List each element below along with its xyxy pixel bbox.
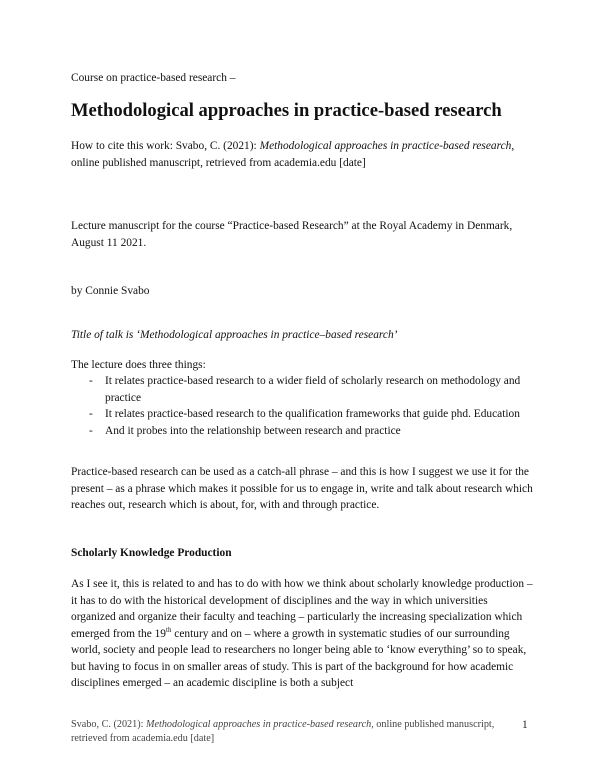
section-paragraph xyxy=(71,576,533,692)
footer-suffix: online published manuscript, retrieved from academia.edu [date] xyxy=(71,719,495,744)
list-item xyxy=(71,423,533,440)
footer-prefix: Svabo, C. (2021): xyxy=(71,719,146,730)
talk-title: Title of talk is ‘Methodological approaches in practice–based research’ xyxy=(71,329,398,341)
list-item-text: And it probes into the relationship between research and practice xyxy=(105,424,401,437)
list-item xyxy=(71,406,533,423)
paragraph-text-start: As I see it, this is related to and has to do with how we think about scholarly knowledge production – it has to do with the historical development of disciplines and the way in which universities organized and organize their faculty and teaching – particularly the increasing specialization which emerged from the 19 xyxy=(71,578,533,640)
lecture-intro: The lecture does three things: xyxy=(71,359,206,371)
bullet-dash: - xyxy=(89,375,93,387)
lecture-note: Lecture manuscript for the course “Practice-based Research” at the Royal Academy in Denmark, August 11 2021. xyxy=(71,220,513,249)
author-byline: by Connie Svabo xyxy=(71,285,150,297)
bullet-dash: - xyxy=(89,408,93,420)
catchall-paragraph: Practice-based research can be used as a catch-all phrase – and this is how I suggest we use it for the present – as a phrase which makes it possible for us to engage in, write and talk about research which reaches out, research which is about, for, with and through practice. xyxy=(71,466,533,511)
citation-title: Methodological approaches in practice-based research, xyxy=(259,140,515,152)
section-heading: Scholarly Knowledge Production xyxy=(71,547,232,559)
paragraph-text-end: century and on – where a growth in systematic studies of our surrounding world, society and people lead to researchers no longer being able to ‘know everything’ so to speak, but having to focus in on smaller areas of study. This is part of the background for how academic disciplines emerged – an academic discipline is both a subject xyxy=(71,627,527,689)
citation xyxy=(71,138,533,171)
page-number: 1 xyxy=(522,719,528,731)
citation-prefix: How to cite this work: Svabo, C. (2021): xyxy=(71,140,260,152)
superscript-th: th xyxy=(166,625,172,634)
course-header: Course on practice-based research – xyxy=(71,72,236,84)
list-item xyxy=(71,373,533,406)
lecture-points-list xyxy=(71,373,533,439)
page-title: Methodological approaches in practice-based research xyxy=(71,100,502,121)
footer-title: Methodological approaches in practice-based research, xyxy=(146,719,374,730)
list-item-text: It relates practice-based research to a wider field of scholarly research on methodology and practice xyxy=(105,375,521,404)
bullet-dash: - xyxy=(89,424,93,437)
citation-suffix: online published manuscript, retrieved from academia.edu [date] xyxy=(71,156,366,169)
page-footer xyxy=(71,718,501,746)
list-item-text: It relates practice-based research to the qualification frameworks that guide phd. Education xyxy=(105,408,520,420)
